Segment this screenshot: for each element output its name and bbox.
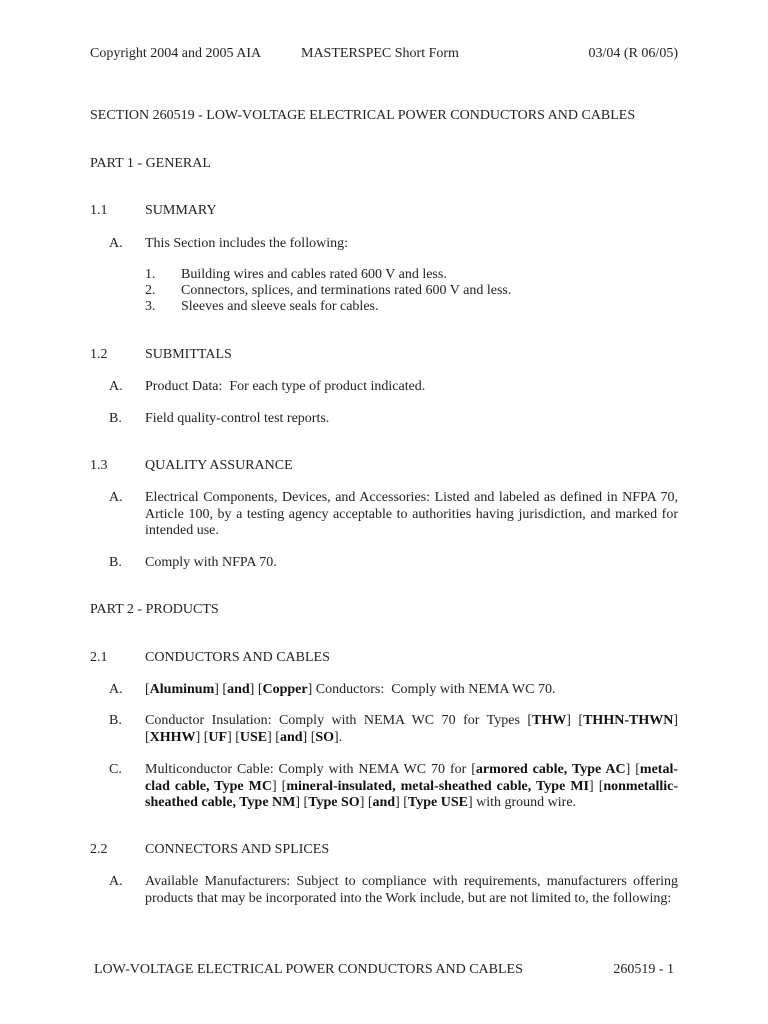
paragraph-label: A. xyxy=(109,236,123,251)
article-title: SUBMITTALS xyxy=(145,347,232,362)
paragraph-label: A. xyxy=(109,379,123,394)
paragraph-text: Conductor Insulation: Comply with NEMA WC 70 for Types [THW] [THHN-THWN] [XHHW] [UF] [USE] [and] [SO]. xyxy=(145,713,678,745)
part2-title: PART 2 - PRODUCTS xyxy=(90,602,219,617)
paragraph-label: B. xyxy=(109,555,122,570)
footer-page-number: 260519 - 1 xyxy=(613,962,674,977)
list-item: Sleeves and sleeve seals for cables. xyxy=(181,299,379,314)
list-number: 3. xyxy=(145,299,156,314)
article-number: 2.1 xyxy=(90,650,108,665)
article-number: 1.3 xyxy=(90,458,108,473)
paragraph-text: Available Manufacturers: Subject to compliance with requirements, manufacturers offering products that may be incorporated into the Work include, but are not limited to, the following: xyxy=(145,874,678,906)
article-title: CONNECTORS AND SPLICES xyxy=(145,842,330,857)
header-product: MASTERSPEC Short Form xyxy=(301,46,459,61)
paragraph-text: Field quality-control test reports. xyxy=(145,411,330,426)
article-number: 1.2 xyxy=(90,347,108,362)
article-number: 2.2 xyxy=(90,842,108,857)
list-number: 1. xyxy=(145,267,156,282)
article-title: QUALITY ASSURANCE xyxy=(145,458,293,473)
part1-title: PART 1 - GENERAL xyxy=(90,156,211,171)
paragraph-text: Comply with NFPA 70. xyxy=(145,555,277,570)
paragraph-text: [Aluminum] [and] [Copper] Conductors: Comply with NEMA WC 70. xyxy=(145,682,556,697)
paragraph-label: B. xyxy=(109,713,122,728)
paragraph-label: A. xyxy=(109,682,123,697)
paragraph-text: Multiconductor Cable: Comply with NEMA WC 70 for [armored cable, Type AC] [metal-clad cable, Type MC] [mineral-insulated, metal-sheathed cable, Type MI] [nonmetallic-sheathed cable, Type NM] [Type SO] [and] [Type USE] with ground wire. xyxy=(145,762,679,811)
section-title: SECTION 260519 - LOW-VOLTAGE ELECTRICAL POWER CONDUCTORS AND CABLES xyxy=(90,108,636,123)
article-number: 1.1 xyxy=(90,203,108,218)
article-title: SUMMARY xyxy=(145,203,217,218)
paragraph-label: A. xyxy=(109,490,123,505)
paragraph-label: A. xyxy=(109,874,123,889)
footer-title: LOW-VOLTAGE ELECTRICAL POWER CONDUCTORS AND CABLES xyxy=(94,962,523,977)
list-number: 2. xyxy=(145,283,156,298)
article-title: CONDUCTORS AND CABLES xyxy=(145,650,330,665)
header-date: 03/04 (R 06/05) xyxy=(588,46,678,61)
paragraph-text: Electrical Components, Devices, and Accessories: Listed and labeled as defined in NFPA 70, Article 100, by a testing agency acceptable to authorities having jurisdiction, and marked for intended use. xyxy=(145,490,678,539)
list-item: Building wires and cables rated 600 V and less. xyxy=(181,267,447,282)
list-item: Connectors, splices, and terminations rated 600 V and less. xyxy=(181,283,512,298)
paragraph-label: B. xyxy=(109,411,122,426)
paragraph-text: This Section includes the following: xyxy=(145,236,348,251)
header-copyright: Copyright 2004 and 2005 AIA xyxy=(90,46,262,61)
paragraph-text: Product Data: For each type of product indicated. xyxy=(145,379,426,394)
paragraph-label: C. xyxy=(109,762,122,777)
